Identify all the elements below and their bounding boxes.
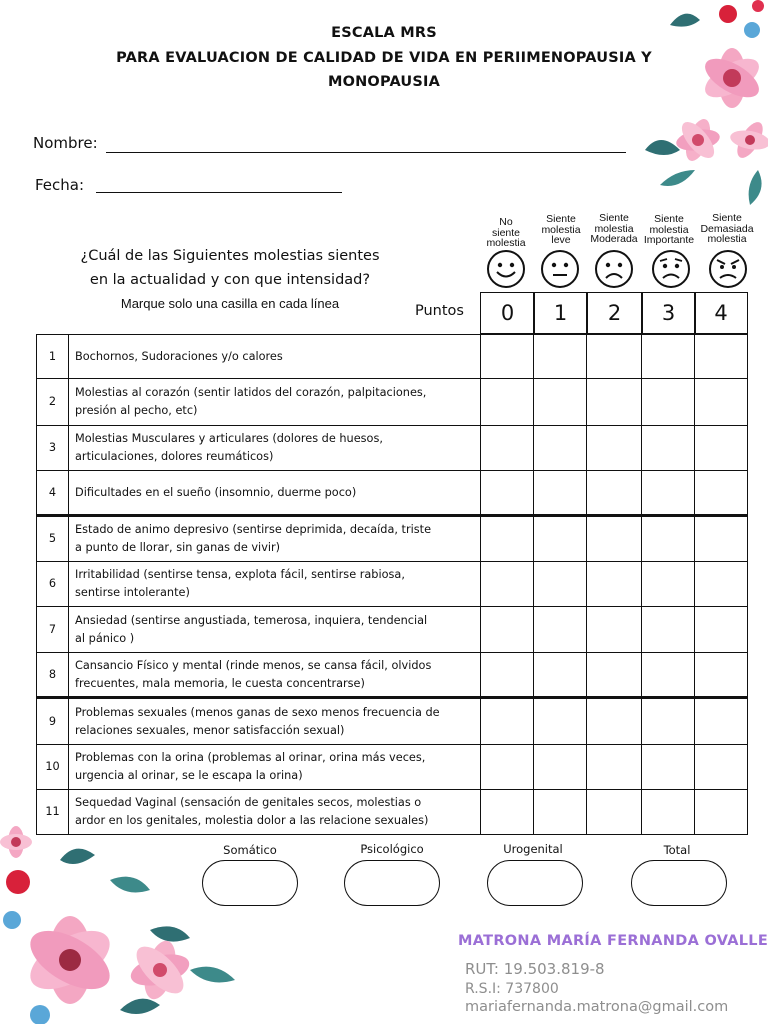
scale-label-2: Siente molestia Moderada: [590, 212, 638, 245]
table-row: [37, 562, 748, 607]
happy-face-icon: [486, 249, 526, 289]
symptom-description-line: a punto de llorar, sin ganas de vivir): [75, 541, 281, 554]
symptom-description: [69, 379, 481, 426]
signature-rsi: R.S.I: 737800: [465, 981, 559, 997]
score-checkbox-2[interactable]: [587, 790, 642, 835]
symptom-description-line: Dificultades en el sueño (insomnio, duerme poco): [75, 485, 357, 499]
symptom-description: [69, 516, 481, 562]
symptom-description-line: Bochornos, Sudoraciones y/o calores: [75, 349, 283, 363]
score-checkbox-4[interactable]: [695, 790, 748, 835]
score-checkbox-2[interactable]: [587, 516, 642, 562]
score-checkbox-1[interactable]: [534, 426, 587, 471]
symptom-description: [69, 653, 481, 698]
score-checkbox-2[interactable]: [587, 653, 642, 698]
date-label: Fecha:: [35, 176, 85, 194]
name-field[interactable]: [106, 152, 626, 153]
table-row: [37, 471, 748, 516]
symptom-description-line: presión al pecho, etc): [75, 404, 198, 417]
score-checkbox-1[interactable]: [534, 562, 587, 607]
score-checkbox-2[interactable]: [587, 335, 642, 379]
symptom-description: [69, 426, 481, 471]
table-row: [37, 516, 748, 562]
symptom-number: 2: [37, 379, 69, 426]
scale-label-4: Siente Demasiada molestia: [700, 212, 754, 245]
symptom-description: [69, 562, 481, 607]
symptom-description-line: Problemas con la orina (problemas al orinar, orina más veces,: [75, 751, 426, 764]
symptom-description-line: urgencia al orinar, se le escapa la orina): [75, 769, 303, 782]
score-checkbox-1[interactable]: [534, 698, 587, 745]
score-checkbox-2[interactable]: [587, 698, 642, 745]
scale-label-0: No siente molestia: [486, 216, 526, 249]
date-field[interactable]: [96, 192, 342, 193]
symptom-description-line: Problemas sexuales (menos ganas de sexo menos frecuencia de: [75, 705, 440, 719]
points-header-1: 1: [533, 292, 588, 334]
symptom-description-line: Sequedad Vaginal (sensación de genitales secos, molestias o: [75, 796, 422, 809]
points-header-2: 2: [586, 292, 643, 334]
symptom-description-line: articulaciones, dolores reumáticos): [75, 450, 274, 463]
score-checkbox-1[interactable]: [534, 653, 587, 698]
score-checkbox-3[interactable]: [642, 516, 695, 562]
symptom-number: 7: [37, 607, 69, 653]
score-checkbox-3[interactable]: [642, 745, 695, 790]
score-checkbox-3[interactable]: [642, 653, 695, 698]
symptom-number: 1: [37, 335, 69, 379]
score-checkbox-3[interactable]: [642, 379, 695, 426]
symptom-number: 10: [37, 745, 69, 790]
table-row: [37, 790, 748, 835]
score-checkbox-3[interactable]: [642, 698, 695, 745]
table-row: [37, 335, 748, 379]
psicologico-score-field[interactable]: [344, 860, 440, 906]
question-line-1: ¿Cuál de las Siguientes molestias sientes: [80, 248, 380, 264]
score-checkbox-2[interactable]: [587, 379, 642, 426]
symptom-description-line: ardor en los genitales, molestia dolor a las relacione sexuales): [75, 814, 429, 827]
score-checkbox-1[interactable]: [534, 471, 587, 516]
signature-rut: RUT: 19.503.819-8: [465, 960, 605, 978]
instruction-text: Marque solo una casilla en cada línea: [120, 296, 340, 311]
symptom-description-line: Cansancio Físico y mental (rinde menos, se cansa fácil, olvidos: [75, 658, 432, 672]
points-header-4: 4: [694, 292, 748, 334]
angry-face-icon: [708, 249, 748, 289]
points-header-0: 0: [480, 292, 535, 334]
score-checkbox-4[interactable]: [695, 607, 748, 653]
symptom-description: [69, 745, 481, 790]
symptom-description-line: frecuentes, mala memoria, le cuesta concentrarse): [75, 676, 365, 690]
score-checkbox-0[interactable]: [481, 790, 534, 835]
symptom-description-line: Irritabilidad (sentirse tensa, explota fácil, sentirse rabiosa,: [75, 568, 405, 581]
score-checkbox-1[interactable]: [534, 379, 587, 426]
score-checkbox-3[interactable]: [642, 426, 695, 471]
symptom-description-line: Estado de animo depresivo (sentirse deprimida, decaída, triste: [75, 523, 432, 536]
score-checkbox-3[interactable]: [642, 562, 695, 607]
neutral-face-icon: [540, 249, 580, 289]
symptom-description: [69, 471, 481, 516]
symptom-description-line: Molestias Musculares y articulares (dolores de huesos,: [75, 432, 383, 445]
symptom-description-line: sentirse intolerante): [75, 586, 190, 599]
score-checkbox-2[interactable]: [587, 562, 642, 607]
sad-face-icon: [594, 249, 634, 289]
somatico-score-field[interactable]: [202, 860, 298, 906]
score-checkbox-4[interactable]: [695, 426, 748, 471]
score-checkbox-1[interactable]: [534, 516, 587, 562]
score-checkbox-0[interactable]: [481, 745, 534, 790]
score-checkbox-4[interactable]: [695, 335, 748, 379]
signature-email: mariafernanda.matrona@gmail.com: [465, 999, 729, 1015]
score-checkbox-0[interactable]: [481, 516, 534, 562]
table-row: [37, 607, 748, 653]
scale-label-1: Siente molestia leve: [541, 213, 581, 246]
score-checkbox-0[interactable]: [481, 335, 534, 379]
score-checkbox-1[interactable]: [534, 790, 587, 835]
score-checkbox-3[interactable]: [642, 335, 695, 379]
score-checkbox-4[interactable]: [695, 562, 748, 607]
symptom-description: [69, 698, 481, 745]
score-checkbox-3[interactable]: [642, 790, 695, 835]
score-checkbox-1[interactable]: [534, 745, 587, 790]
title-line-2: PARA EVALUACION DE CALIDAD DE VIDA EN PERIIMENOPAUSIA Y: [116, 50, 652, 66]
score-checkbox-0[interactable]: [481, 562, 534, 607]
table-row: [37, 745, 748, 790]
score-checkbox-0[interactable]: [481, 653, 534, 698]
score-checkbox-1[interactable]: [534, 335, 587, 379]
score-checkbox-2[interactable]: [587, 426, 642, 471]
symptom-number: 9: [37, 698, 69, 745]
points-label: Puntos: [415, 303, 464, 319]
symptom-description-line: Ansiedad (sentirse angustiada, temerosa, inquiera, tendencial: [75, 613, 428, 627]
score-checkbox-4[interactable]: [695, 698, 748, 745]
symptom-number: 3: [37, 426, 69, 471]
title-line-3: MONOPAUSIA: [327, 74, 441, 90]
symptom-number: 5: [37, 516, 69, 562]
table-row: [37, 653, 748, 698]
symptom-number: 6: [37, 562, 69, 607]
symptom-description-line: Molestias al corazón (sentir latidos del corazón, palpitaciones,: [75, 386, 427, 399]
summary-label-total: Total: [663, 843, 691, 857]
name-label: Nombre:: [33, 134, 98, 152]
score-checkbox-4[interactable]: [695, 379, 748, 426]
table-row: [37, 698, 748, 745]
summary-label-somatico: Somático: [223, 843, 277, 857]
scale-label-3: Siente molestia Importante: [643, 213, 695, 246]
score-checkbox-3[interactable]: [642, 471, 695, 516]
score-checkbox-0[interactable]: [481, 471, 534, 516]
score-checkbox-4[interactable]: [695, 653, 748, 698]
symptom-description-line: al pánico ): [75, 631, 135, 645]
symptom-description: [69, 335, 481, 379]
score-checkbox-4[interactable]: [695, 516, 748, 562]
score-checkbox-0[interactable]: [481, 607, 534, 653]
symptom-description: [69, 790, 481, 835]
score-checkbox-3[interactable]: [642, 607, 695, 653]
symptom-description: [69, 607, 481, 653]
score-checkbox-1[interactable]: [534, 607, 587, 653]
score-checkbox-4[interactable]: [695, 745, 748, 790]
table-row: [37, 426, 748, 471]
title-line-1: ESCALA MRS: [331, 25, 437, 41]
points-header-3: 3: [641, 292, 696, 334]
score-checkbox-4[interactable]: [695, 471, 748, 516]
summary-label-urogenital: Urogenital: [503, 842, 563, 856]
symptom-number: 11: [37, 790, 69, 835]
symptom-table: [36, 334, 748, 835]
total-score-field[interactable]: [631, 860, 727, 906]
score-checkbox-0[interactable]: [481, 426, 534, 471]
question-line-2: en la actualidad y con que intensidad?: [89, 272, 371, 288]
symptom-description-line: relaciones sexuales, menor satisfacción sexual): [75, 723, 345, 737]
table-row: [37, 379, 748, 426]
signature-name: MATRONA MARÍA FERNANDA OVALLE: [458, 933, 768, 949]
worried-face-icon: [651, 249, 691, 289]
score-checkbox-0[interactable]: [481, 379, 534, 426]
score-checkbox-2[interactable]: [587, 745, 642, 790]
symptom-number: 8: [37, 653, 69, 698]
urogenital-score-field[interactable]: [487, 860, 583, 906]
score-checkbox-0[interactable]: [481, 698, 534, 745]
score-checkbox-2[interactable]: [587, 471, 642, 516]
score-checkbox-2[interactable]: [587, 607, 642, 653]
summary-label-psicologico: Psicológico: [360, 842, 424, 856]
symptom-number: 4: [37, 471, 69, 516]
